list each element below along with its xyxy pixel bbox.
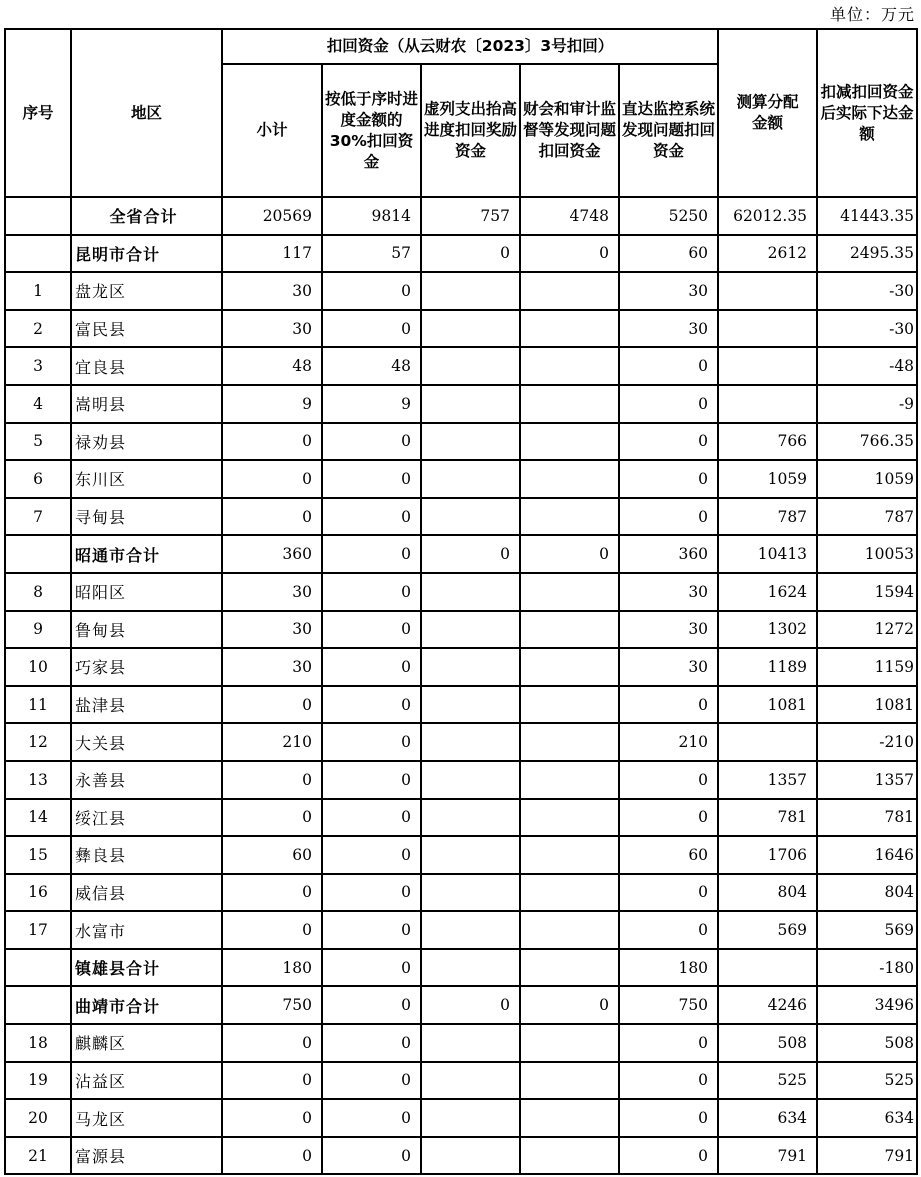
cell-subtotal: 60 xyxy=(222,836,322,874)
cell-fake-expense xyxy=(421,460,520,498)
cell-region: 昭阳区 xyxy=(71,573,222,611)
table-row xyxy=(5,836,917,874)
table-row xyxy=(5,385,917,423)
cell-allocated xyxy=(718,310,817,348)
cell-actual: 1081 xyxy=(817,686,917,724)
cell-actual: -9 xyxy=(817,385,917,423)
cell-actual: 10053 xyxy=(817,535,917,573)
cell-allocated: 508 xyxy=(718,1024,817,1062)
cell-fake-expense xyxy=(421,310,520,348)
cell-allocated: 1624 xyxy=(718,573,817,611)
cell-allocated: 787 xyxy=(718,498,817,536)
cell-seq: 16 xyxy=(5,874,71,912)
cell-actual: -30 xyxy=(817,310,917,348)
cell-region: 昆明市合计 xyxy=(71,235,222,273)
cell-subtotal: 0 xyxy=(222,1062,322,1100)
cell-allocated: 1706 xyxy=(718,836,817,874)
header-low-progress: 按低于序时进度金额的30%扣回资金 xyxy=(322,64,421,197)
cell-seq xyxy=(5,986,71,1024)
table-row xyxy=(5,1099,917,1137)
subtotal-row xyxy=(5,986,917,1024)
cell-fake-expense xyxy=(421,911,520,949)
header-actual: 扣减扣回资金后实际下达金额 xyxy=(817,29,917,197)
cell-actual: 569 xyxy=(817,911,917,949)
table-row xyxy=(5,1062,917,1100)
cell-allocated: 804 xyxy=(718,874,817,912)
cell-low-progress: 0 xyxy=(322,498,421,536)
cell-fake-expense xyxy=(421,1062,520,1100)
cell-seq xyxy=(5,197,71,235)
cell-fake-expense: 757 xyxy=(421,197,520,235)
cell-fake-expense: 0 xyxy=(421,986,520,1024)
cell-region: 水富市 xyxy=(71,911,222,949)
cell-fake-expense xyxy=(421,1024,520,1062)
cell-fake-expense xyxy=(421,949,520,987)
cell-allocated: 62012.35 xyxy=(718,197,817,235)
cell-monitor: 30 xyxy=(619,310,718,348)
cell-region: 鲁甸县 xyxy=(71,611,222,649)
cell-subtotal: 30 xyxy=(222,272,322,310)
header-seq: 序号 xyxy=(5,29,71,197)
table-row xyxy=(5,1137,917,1175)
cell-subtotal: 9 xyxy=(222,385,322,423)
cell-fake-expense xyxy=(421,723,520,761)
cell-seq: 21 xyxy=(5,1137,71,1175)
cell-actual: 787 xyxy=(817,498,917,536)
cell-allocated xyxy=(718,385,817,423)
cell-allocated: 1357 xyxy=(718,761,817,799)
table-row xyxy=(5,498,917,536)
cell-region: 富源县 xyxy=(71,1137,222,1175)
cell-seq: 6 xyxy=(5,460,71,498)
cell-subtotal: 360 xyxy=(222,535,322,573)
cell-low-progress: 0 xyxy=(322,423,421,461)
table-row xyxy=(5,460,917,498)
fund-allocation-table xyxy=(4,28,918,1175)
header-audit: 财会和审计监督等发现问题扣回资金 xyxy=(520,64,619,197)
cell-seq: 20 xyxy=(5,1099,71,1137)
table-row xyxy=(5,648,917,686)
cell-seq: 3 xyxy=(5,347,71,385)
cell-subtotal: 48 xyxy=(222,347,322,385)
province-total-row xyxy=(5,197,917,235)
cell-seq: 11 xyxy=(5,686,71,724)
cell-seq: 10 xyxy=(5,648,71,686)
table-body xyxy=(5,197,917,1174)
cell-seq: 7 xyxy=(5,498,71,536)
cell-region: 盐津县 xyxy=(71,686,222,724)
cell-fake-expense xyxy=(421,1137,520,1175)
cell-monitor: 30 xyxy=(619,573,718,611)
cell-fake-expense xyxy=(421,799,520,837)
cell-allocated: 10413 xyxy=(718,535,817,573)
cell-fake-expense xyxy=(421,686,520,724)
cell-fake-expense xyxy=(421,573,520,611)
cell-seq: 19 xyxy=(5,1062,71,1100)
cell-monitor: 0 xyxy=(619,460,718,498)
header-clawback-group: 扣回资金（从云财农〔2023〕3号扣回） xyxy=(222,29,718,64)
cell-actual: 634 xyxy=(817,1099,917,1137)
cell-allocated: 1302 xyxy=(718,611,817,649)
cell-subtotal: 0 xyxy=(222,874,322,912)
cell-actual: -48 xyxy=(817,347,917,385)
cell-seq: 18 xyxy=(5,1024,71,1062)
cell-allocated: 1059 xyxy=(718,460,817,498)
cell-monitor: 60 xyxy=(619,836,718,874)
table-row xyxy=(5,573,917,611)
cell-allocated: 781 xyxy=(718,799,817,837)
subtotal-row xyxy=(5,535,917,573)
cell-seq: 5 xyxy=(5,423,71,461)
cell-audit xyxy=(520,611,619,649)
table-row xyxy=(5,874,917,912)
cell-region: 绥江县 xyxy=(71,799,222,837)
cell-audit xyxy=(520,686,619,724)
cell-monitor: 0 xyxy=(619,799,718,837)
cell-monitor: 750 xyxy=(619,986,718,1024)
cell-region: 曲靖市合计 xyxy=(71,986,222,1024)
cell-region: 麒麟区 xyxy=(71,1024,222,1062)
cell-fake-expense xyxy=(421,761,520,799)
cell-subtotal: 0 xyxy=(222,460,322,498)
cell-actual: 508 xyxy=(817,1024,917,1062)
cell-subtotal: 30 xyxy=(222,648,322,686)
table-row xyxy=(5,761,917,799)
cell-actual: 3496 xyxy=(817,986,917,1024)
cell-monitor: 5250 xyxy=(619,197,718,235)
cell-low-progress: 0 xyxy=(322,686,421,724)
cell-subtotal: 0 xyxy=(222,1099,322,1137)
cell-seq: 15 xyxy=(5,836,71,874)
cell-fake-expense xyxy=(421,423,520,461)
cell-allocated xyxy=(718,347,817,385)
cell-monitor: 30 xyxy=(619,272,718,310)
table-row xyxy=(5,310,917,348)
cell-low-progress: 0 xyxy=(322,1137,421,1175)
table-row xyxy=(5,1024,917,1062)
cell-fake-expense xyxy=(421,385,520,423)
cell-seq: 1 xyxy=(5,272,71,310)
cell-actual: -210 xyxy=(817,723,917,761)
cell-allocated: 1189 xyxy=(718,648,817,686)
cell-region: 全省合计 xyxy=(71,197,222,235)
cell-region: 巧家县 xyxy=(71,648,222,686)
cell-low-progress: 0 xyxy=(322,911,421,949)
cell-region: 沾益区 xyxy=(71,1062,222,1100)
cell-monitor: 0 xyxy=(619,385,718,423)
cell-seq xyxy=(5,949,71,987)
cell-region: 盘龙区 xyxy=(71,272,222,310)
cell-monitor: 0 xyxy=(619,498,718,536)
cell-seq: 17 xyxy=(5,911,71,949)
cell-region: 嵩明县 xyxy=(71,385,222,423)
cell-seq: 9 xyxy=(5,611,71,649)
cell-actual: -30 xyxy=(817,272,917,310)
cell-subtotal: 750 xyxy=(222,986,322,1024)
cell-actual: 1272 xyxy=(817,611,917,649)
cell-audit xyxy=(520,761,619,799)
cell-low-progress: 9 xyxy=(322,385,421,423)
cell-fake-expense: 0 xyxy=(421,535,520,573)
cell-actual: 41443.35 xyxy=(817,197,917,235)
cell-fake-expense xyxy=(421,272,520,310)
cell-actual: 1646 xyxy=(817,836,917,874)
table-row xyxy=(5,799,917,837)
cell-actual: 525 xyxy=(817,1062,917,1100)
cell-audit: 0 xyxy=(520,235,619,273)
cell-audit xyxy=(520,1099,619,1137)
cell-low-progress: 9814 xyxy=(322,197,421,235)
cell-audit xyxy=(520,385,619,423)
cell-audit xyxy=(520,460,619,498)
subtotal-row xyxy=(5,949,917,987)
cell-low-progress: 0 xyxy=(322,535,421,573)
cell-fake-expense xyxy=(421,498,520,536)
cell-audit xyxy=(520,648,619,686)
cell-actual: 781 xyxy=(817,799,917,837)
cell-region: 马龙区 xyxy=(71,1099,222,1137)
cell-seq xyxy=(5,535,71,573)
header-fake-expense: 虚列支出抬高进度扣回奖励资金 xyxy=(421,64,520,197)
cell-allocated: 2612 xyxy=(718,235,817,273)
subtotal-row xyxy=(5,235,917,273)
header-monitor: 直达监控系统发现问题扣回资金 xyxy=(619,64,718,197)
cell-subtotal: 30 xyxy=(222,573,322,611)
cell-actual: 1357 xyxy=(817,761,917,799)
cell-allocated xyxy=(718,949,817,987)
cell-subtotal: 30 xyxy=(222,310,322,348)
cell-low-progress: 0 xyxy=(322,874,421,912)
cell-fake-expense: 0 xyxy=(421,235,520,273)
cell-monitor: 0 xyxy=(619,1099,718,1137)
cell-monitor: 360 xyxy=(619,535,718,573)
cell-audit xyxy=(520,874,619,912)
cell-allocated: 1081 xyxy=(718,686,817,724)
cell-allocated: 634 xyxy=(718,1099,817,1137)
cell-seq xyxy=(5,235,71,273)
cell-allocated: 4246 xyxy=(718,986,817,1024)
cell-audit xyxy=(520,310,619,348)
cell-allocated: 525 xyxy=(718,1062,817,1100)
cell-audit: 0 xyxy=(520,535,619,573)
cell-region: 宜良县 xyxy=(71,347,222,385)
table-row xyxy=(5,723,917,761)
cell-monitor: 0 xyxy=(619,423,718,461)
cell-low-progress: 0 xyxy=(322,648,421,686)
cell-subtotal: 0 xyxy=(222,799,322,837)
cell-fake-expense xyxy=(421,611,520,649)
cell-actual: 766.35 xyxy=(817,423,917,461)
cell-monitor: 0 xyxy=(619,874,718,912)
cell-fake-expense xyxy=(421,836,520,874)
header-subtotal: 小计 xyxy=(222,64,322,197)
cell-monitor: 60 xyxy=(619,235,718,273)
header-allocated: 测算分配金额 xyxy=(718,29,817,197)
cell-audit xyxy=(520,1062,619,1100)
cell-audit: 0 xyxy=(520,986,619,1024)
cell-actual: -180 xyxy=(817,949,917,987)
cell-monitor: 0 xyxy=(619,1024,718,1062)
cell-audit xyxy=(520,911,619,949)
cell-allocated: 791 xyxy=(718,1137,817,1175)
cell-audit xyxy=(520,498,619,536)
cell-low-progress: 0 xyxy=(322,272,421,310)
cell-allocated: 569 xyxy=(718,911,817,949)
cell-subtotal: 0 xyxy=(222,911,322,949)
cell-actual: 1159 xyxy=(817,648,917,686)
cell-monitor: 30 xyxy=(619,648,718,686)
cell-fake-expense xyxy=(421,874,520,912)
cell-monitor: 0 xyxy=(619,347,718,385)
cell-low-progress: 0 xyxy=(322,611,421,649)
cell-audit xyxy=(520,799,619,837)
cell-seq: 12 xyxy=(5,723,71,761)
cell-seq: 4 xyxy=(5,385,71,423)
cell-subtotal: 30 xyxy=(222,611,322,649)
cell-low-progress: 0 xyxy=(322,836,421,874)
cell-subtotal: 0 xyxy=(222,761,322,799)
cell-low-progress: 0 xyxy=(322,310,421,348)
cell-region: 禄劝县 xyxy=(71,423,222,461)
cell-audit xyxy=(520,723,619,761)
cell-low-progress: 0 xyxy=(322,723,421,761)
cell-audit xyxy=(520,1137,619,1175)
cell-region: 富民县 xyxy=(71,310,222,348)
cell-region: 大关县 xyxy=(71,723,222,761)
cell-actual: 2495.35 xyxy=(817,235,917,273)
cell-audit xyxy=(520,1024,619,1062)
cell-region: 寻甸县 xyxy=(71,498,222,536)
cell-audit xyxy=(520,836,619,874)
cell-actual: 804 xyxy=(817,874,917,912)
cell-low-progress: 48 xyxy=(322,347,421,385)
cell-seq: 13 xyxy=(5,761,71,799)
cell-region: 永善县 xyxy=(71,761,222,799)
cell-fake-expense xyxy=(421,1099,520,1137)
cell-subtotal: 0 xyxy=(222,686,322,724)
cell-actual: 791 xyxy=(817,1137,917,1175)
cell-monitor: 0 xyxy=(619,911,718,949)
cell-monitor: 0 xyxy=(619,761,718,799)
header-region: 地区 xyxy=(71,29,222,197)
table-row xyxy=(5,611,917,649)
cell-monitor: 210 xyxy=(619,723,718,761)
cell-monitor: 0 xyxy=(619,686,718,724)
cell-monitor: 0 xyxy=(619,1062,718,1100)
cell-fake-expense xyxy=(421,648,520,686)
cell-low-progress: 0 xyxy=(322,799,421,837)
table-row xyxy=(5,686,917,724)
cell-low-progress: 0 xyxy=(322,949,421,987)
table-row xyxy=(5,272,917,310)
cell-low-progress: 0 xyxy=(322,1099,421,1137)
cell-audit xyxy=(520,423,619,461)
table-row xyxy=(5,347,917,385)
cell-region: 彝良县 xyxy=(71,836,222,874)
cell-fake-expense xyxy=(421,347,520,385)
cell-seq: 14 xyxy=(5,799,71,837)
cell-audit xyxy=(520,347,619,385)
cell-low-progress: 0 xyxy=(322,1062,421,1100)
cell-monitor: 0 xyxy=(619,1137,718,1175)
cell-subtotal: 180 xyxy=(222,949,322,987)
cell-subtotal: 0 xyxy=(222,423,322,461)
cell-subtotal: 210 xyxy=(222,723,322,761)
table-row xyxy=(5,423,917,461)
cell-allocated: 766 xyxy=(718,423,817,461)
cell-seq: 8 xyxy=(5,573,71,611)
cell-actual: 1059 xyxy=(817,460,917,498)
cell-low-progress: 0 xyxy=(322,986,421,1024)
cell-allocated xyxy=(718,272,817,310)
table-row xyxy=(5,911,917,949)
cell-region: 东川区 xyxy=(71,460,222,498)
cell-subtotal: 20569 xyxy=(222,197,322,235)
cell-low-progress: 0 xyxy=(322,1024,421,1062)
cell-audit xyxy=(520,949,619,987)
cell-low-progress: 57 xyxy=(322,235,421,273)
cell-audit: 4748 xyxy=(520,197,619,235)
cell-seq: 2 xyxy=(5,310,71,348)
unit-label: 单位：万元 xyxy=(829,5,915,24)
cell-actual: 1594 xyxy=(817,573,917,611)
cell-audit xyxy=(520,573,619,611)
cell-region: 昭通市合计 xyxy=(71,535,222,573)
cell-subtotal: 0 xyxy=(222,1024,322,1062)
cell-region: 镇雄县合计 xyxy=(71,949,222,987)
cell-allocated xyxy=(718,723,817,761)
cell-region: 威信县 xyxy=(71,874,222,912)
cell-low-progress: 0 xyxy=(322,761,421,799)
cell-audit xyxy=(520,272,619,310)
cell-subtotal: 0 xyxy=(222,498,322,536)
cell-monitor: 180 xyxy=(619,949,718,987)
cell-monitor: 30 xyxy=(619,611,718,649)
cell-low-progress: 0 xyxy=(322,460,421,498)
cell-subtotal: 117 xyxy=(222,235,322,273)
cell-low-progress: 0 xyxy=(322,573,421,611)
cell-subtotal: 0 xyxy=(222,1137,322,1175)
